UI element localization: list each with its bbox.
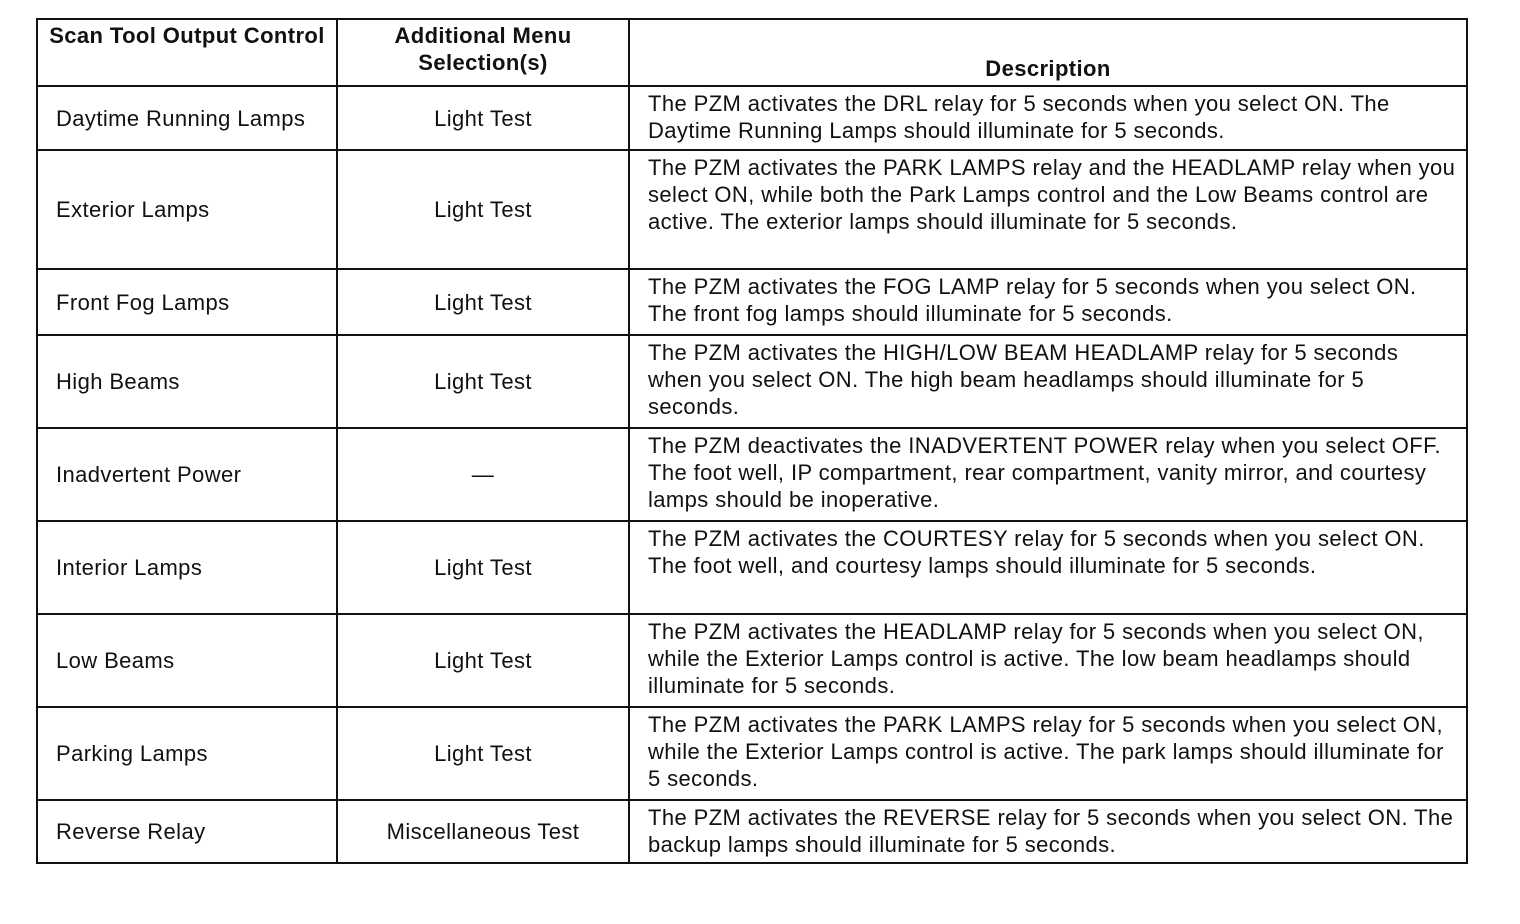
row-description: The PZM activates the PARK LAMPS relay and the HEADLAMP relay when you select ON, while both the Park Lamps control and the Low Beams control are active. The exterior lamps should illuminate for 5 seconds. — [629, 150, 1467, 269]
table-row — [37, 800, 1467, 863]
row-menu: Light Test — [337, 86, 629, 150]
table-row — [37, 428, 1467, 521]
row-control: Parking Lamps — [37, 707, 337, 800]
row-description: The PZM activates the HEADLAMP relay for 5 seconds when you select ON, while the Exterior Lamps control is active. The low beam headlamps should illuminate for 5 seconds. — [629, 614, 1467, 707]
row-control: Reverse Relay — [37, 800, 337, 863]
row-menu: Light Test — [337, 614, 629, 707]
row-control: Interior Lamps — [37, 521, 337, 614]
row-control: Low Beams — [37, 614, 337, 707]
row-control: Inadvertent Power — [37, 428, 337, 521]
table-row — [37, 86, 1467, 150]
table-row — [37, 150, 1467, 269]
row-control: Front Fog Lamps — [37, 269, 337, 335]
table-row — [37, 521, 1467, 614]
row-description: The PZM activates the COURTESY relay for 5 seconds when you select ON. The foot well, and courtesy lamps should illuminate for 5 seconds. — [629, 521, 1467, 614]
row-description: The PZM activates the REVERSE relay for 5 seconds when you select ON. The backup lamps should illuminate for 5 seconds. — [629, 800, 1467, 863]
header-description: Description — [629, 19, 1467, 86]
row-description: The PZM activates the FOG LAMP relay for 5 seconds when you select ON. The front fog lamps should illuminate for 5 seconds. — [629, 269, 1467, 335]
row-description: The PZM activates the PARK LAMPS relay for 5 seconds when you select ON, while the Exterior Lamps control is active. The park lamps should illuminate for 5 seconds. — [629, 707, 1467, 800]
scan-tool-output-table — [36, 18, 1468, 864]
row-description: The PZM deactivates the INADVERTENT POWER relay when you select OFF. The foot well, IP compartment, rear compartment, vanity mirror, and courtesy lamps should be inoperative. — [629, 428, 1467, 521]
row-menu: Light Test — [337, 150, 629, 269]
row-menu: Light Test — [337, 521, 629, 614]
row-menu: Light Test — [337, 707, 629, 800]
row-menu: Light Test — [337, 269, 629, 335]
row-menu: Light Test — [337, 335, 629, 428]
row-menu: — — [337, 428, 629, 521]
row-control: Exterior Lamps — [37, 150, 337, 269]
table-row — [37, 269, 1467, 335]
row-description: The PZM activates the HIGH/LOW BEAM HEADLAMP relay for 5 seconds when you select ON. The high beam headlamps should illuminate for 5 seconds. — [629, 335, 1467, 428]
header-control: Scan Tool Output Control — [37, 19, 337, 86]
table-row — [37, 614, 1467, 707]
row-control: Daytime Running Lamps — [37, 86, 337, 150]
header-menu: Additional Menu Selection(s) — [337, 19, 629, 86]
table-row — [37, 335, 1467, 428]
table-row — [37, 707, 1467, 800]
row-description: The PZM activates the DRL relay for 5 seconds when you select ON. The Daytime Running Lamps should illuminate for 5 seconds. — [629, 86, 1467, 150]
table-header-row — [37, 19, 1467, 86]
row-menu: Miscellaneous Test — [337, 800, 629, 863]
row-control: High Beams — [37, 335, 337, 428]
